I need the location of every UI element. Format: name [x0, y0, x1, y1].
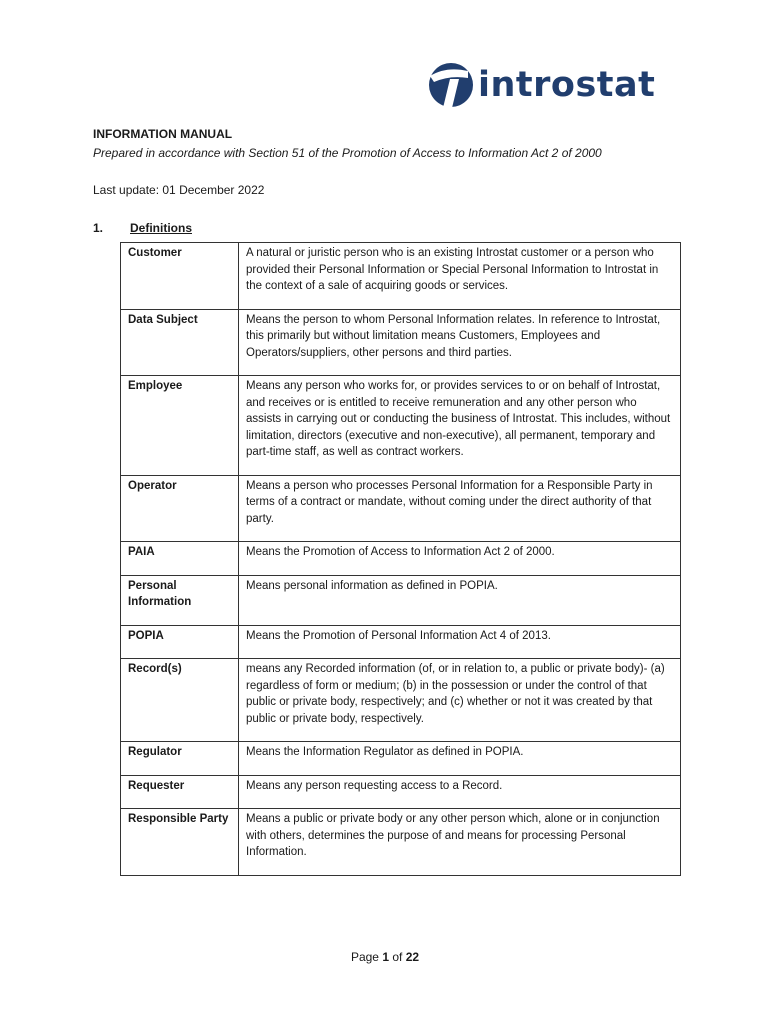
definition-term: PAIA — [121, 542, 239, 576]
definition-text: A natural or juristic person who is an existing Introstat customer or a person who provided their Personal Information or Special Personal Information to Introstat in the context of a sale of acquiring goods or services. — [239, 243, 681, 310]
table-row — [121, 542, 681, 576]
definition-text: means any Recorded information (of, or in relation to, a public or private body)- (a) regardless of form or medium; (b) in the possession or under the control of that public or private body, respectively; and (c) whether or not it was created by that public or private body, respectively. — [239, 659, 681, 742]
definition-term: POPIA — [121, 625, 239, 659]
table-row — [121, 775, 681, 809]
definition-term: Customer — [121, 243, 239, 310]
page-of-label: of — [392, 950, 403, 964]
definition-text: Means any person who works for, or provides services to or on behalf of Introstat, and receives or is entitled to receive remuneration and any other person who assists in carrying out or conducting the business of Introstat. This includes, without limitation, directors (executive and non-executive), all permanent, temporary and part-time staff, as well as contract workers. — [239, 376, 681, 476]
definition-term: Record(s) — [121, 659, 239, 742]
definition-term: Requester — [121, 775, 239, 809]
definition-text: Means any person requesting access to a Record. — [239, 775, 681, 809]
table-row — [121, 475, 681, 542]
definition-text: Means the person to whom Personal Information relates. In reference to Introstat, this primarily but without limitation means Customers, Employees and Operators/suppliers, other persons and third parties. — [239, 309, 681, 376]
definition-term: Responsible Party — [121, 809, 239, 876]
definition-text: Means the Promotion of Access to Information Act 2 of 2000. — [239, 542, 681, 576]
definition-term: Data Subject — [121, 309, 239, 376]
introstat-logo-icon — [428, 62, 476, 108]
definitions-table — [120, 242, 681, 876]
brand-logo — [428, 62, 655, 108]
table-row — [121, 742, 681, 776]
page-total: 22 — [405, 950, 420, 964]
table-row — [121, 659, 681, 742]
definition-text: Means the Information Regulator as defined in POPIA. — [239, 742, 681, 776]
definition-term: Employee — [121, 376, 239, 476]
table-row — [121, 243, 681, 310]
definition-term: Operator — [121, 475, 239, 542]
definition-term: Personal Information — [121, 575, 239, 625]
definition-term: Regulator — [121, 742, 239, 776]
page-current: 1 — [382, 950, 389, 964]
definition-text: Means the Promotion of Personal Information Act 4 of 2013. — [239, 625, 681, 659]
brand-name: introstat — [478, 64, 656, 105]
definition-text: Means a public or private body or any other person which, alone or in conjunction with others, determines the purpose of and means for processing Personal Information. — [239, 809, 681, 876]
table-row — [121, 309, 681, 376]
table-row — [121, 809, 681, 876]
document-title: INFORMATION MANUAL — [93, 127, 233, 141]
table-row — [121, 376, 681, 476]
page-footer — [0, 950, 770, 964]
document-subtitle: Prepared in accordance with Section 51 of the Promotion of Access to Information Act 2 of 2000 — [93, 146, 602, 160]
definition-text: Means a person who processes Personal Information for a Responsible Party in terms of a contract or mandate, without coming under the direct authority of that party. — [239, 475, 681, 542]
section-number: 1. — [93, 221, 104, 235]
definition-text: Means personal information as defined in POPIA. — [239, 575, 681, 625]
table-row — [121, 575, 681, 625]
last-update: Last update: 01 December 2022 — [93, 183, 265, 197]
section-title: Definitions — [130, 221, 192, 235]
table-row — [121, 625, 681, 659]
page-label: Page — [350, 950, 379, 964]
